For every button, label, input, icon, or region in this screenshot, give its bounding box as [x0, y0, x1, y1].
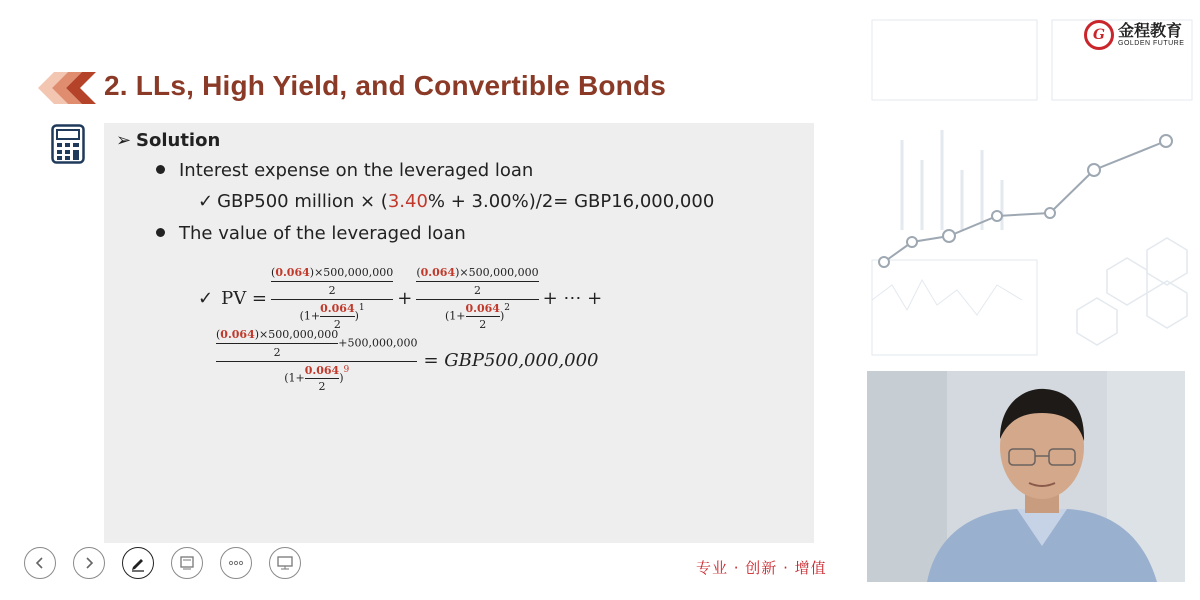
- pv-equation-line2: [216, 328, 599, 393]
- calc1-prefix: GBP500 million × (: [217, 191, 388, 212]
- bullet-interest-expense: [156, 160, 533, 181]
- ellipsis-icon: [227, 554, 245, 572]
- title-chevron-logo: [38, 68, 100, 108]
- more-options-button[interactable]: [220, 547, 252, 579]
- bullet1-text: Interest expense on the leveraged loan: [179, 160, 534, 181]
- golden-future-logo-icon: G: [1084, 20, 1114, 50]
- pv-result: = GBP500,000,000: [423, 350, 599, 371]
- arrow-bullet-icon: ➢: [116, 130, 132, 151]
- slide-overview-button[interactable]: [171, 547, 203, 579]
- company-logo: [1084, 20, 1184, 50]
- bullet-dot-icon: [156, 228, 165, 237]
- pv-term-1: $\frac{(0.064)\times 500,000,000}{2}$ (1+ $\frac{0.064}{2}$ )$^1$: [271, 266, 394, 331]
- background-decoration: [862, 0, 1200, 372]
- presenter-video: [867, 371, 1185, 582]
- calc1-highlight: 3.40: [387, 191, 428, 212]
- bullet-dot-icon: [156, 165, 165, 174]
- slide-title: 2. LLs, High Yield, and Convertible Bonds: [104, 70, 667, 101]
- pv-final-term: $\frac{(0.064)\times 500,000,000}{2}$ +500,000,000 (1+ $\frac{0.064}{2}$ )$^9$: [216, 328, 418, 393]
- bullet-loan-value: [156, 223, 466, 244]
- next-slide-button[interactable]: [73, 547, 105, 579]
- ellipsis-terms: + ⋯ +: [542, 288, 603, 309]
- company-name-en: GOLDEN FUTURE: [1118, 40, 1185, 47]
- solution-heading: [116, 130, 220, 151]
- pen-icon: [129, 554, 147, 572]
- presentation-controls: [24, 547, 301, 579]
- company-name-cn: 金程教育: [1118, 21, 1183, 40]
- pen-tool-button[interactable]: [122, 547, 154, 579]
- checkmark-icon: ✓: [198, 288, 214, 309]
- chevron-right-icon: [82, 556, 96, 570]
- pv-term-2: $\frac{(0.064)\times 500,000,000}{2}$ (1+ $\frac{0.064}{2}$ )$^2$: [416, 266, 539, 331]
- calculator-icon: [51, 124, 85, 164]
- calc1-suffix: % + 3.00%)/2= GBP16,000,000: [427, 191, 715, 212]
- slogan-text: 专业 · 创新 · 增值: [696, 559, 827, 577]
- plus-sign: +: [397, 288, 413, 309]
- pv-equation-line1: [198, 266, 602, 331]
- grid-icon: [178, 554, 196, 572]
- previous-slide-button[interactable]: [24, 547, 56, 579]
- interest-calculation: [198, 191, 714, 212]
- chevron-left-icon: [33, 556, 47, 570]
- pv-label: PV =: [221, 288, 268, 309]
- checkmark-icon: ✓: [198, 191, 214, 212]
- presenter-view-button[interactable]: [269, 547, 301, 579]
- solution-label: Solution: [136, 130, 221, 151]
- presenter-image: [867, 371, 1185, 582]
- screen-icon: [276, 554, 294, 572]
- bullet2-text: The value of the leveraged loan: [179, 223, 466, 244]
